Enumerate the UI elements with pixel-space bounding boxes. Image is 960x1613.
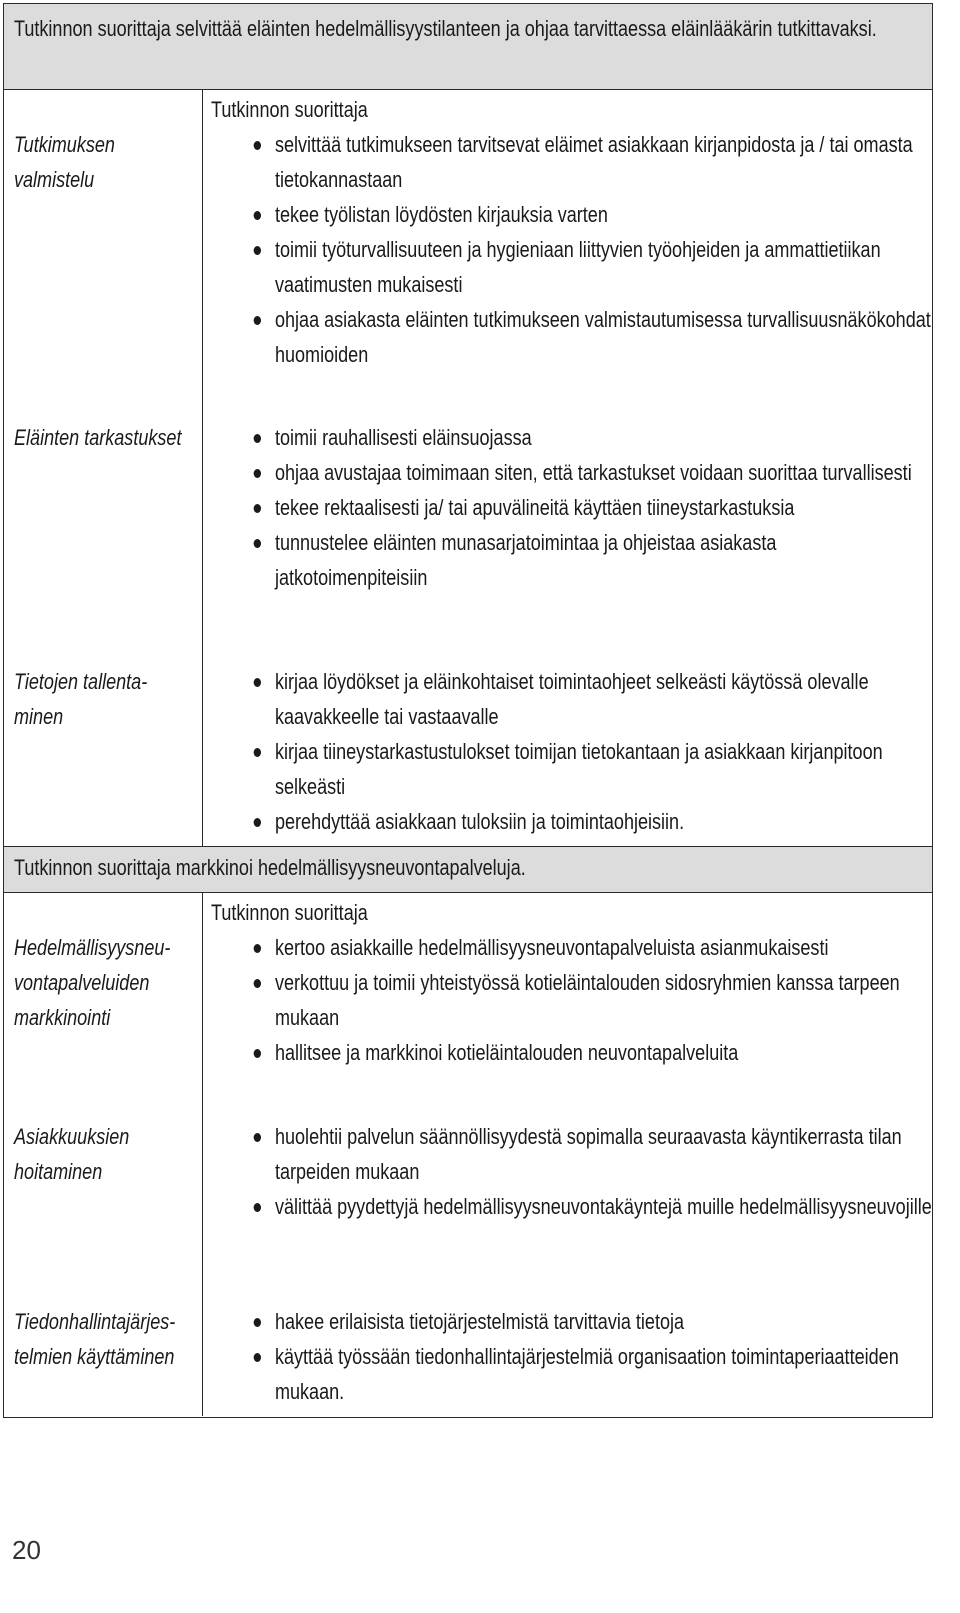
row-label-line: valmistelu bbox=[14, 167, 95, 192]
section-header-text: Tutkinnon suorittaja markkinoi hedelmällisyysneuvontapalveluja. bbox=[14, 855, 526, 880]
row-label-line: Asiakkuuksien bbox=[14, 1124, 130, 1149]
row-label bbox=[4, 652, 203, 846]
row-body bbox=[203, 652, 932, 846]
row-label-line: telmien käyttäminen bbox=[14, 1344, 175, 1369]
list-item: huolehtii palvelun säännöllisyydestä sopimalla seuraavasta käyntikerrasta tilan tarpeiden mukaan bbox=[211, 1119, 932, 1189]
bullet-list bbox=[211, 1119, 932, 1224]
row-label-line: Tiedonhallintajärjes- bbox=[14, 1309, 176, 1334]
row-label-line: markkinointi bbox=[14, 1005, 111, 1030]
list-item: käyttää työssään tiedonhallintajärjestelmiä organisaation toimintaperiaatteiden mukaan. bbox=[211, 1339, 932, 1409]
list-item: hallitsee ja markkinoi kotieläintalouden neuvontapalveluita bbox=[211, 1035, 932, 1070]
bullet-list bbox=[211, 420, 932, 595]
list-item: ohjaa avustajaa toimimaan siten, että tarkastukset voidaan suorittaa turvallisesti bbox=[211, 455, 932, 490]
row-label-line: minen bbox=[14, 704, 64, 729]
row-body bbox=[203, 893, 932, 1107]
list-item: selvittää tutkimukseen tarvitsevat eläimet asiakkaan kirjanpidosta ja / tai omasta tietokannastaan bbox=[211, 127, 932, 197]
table-row bbox=[4, 1292, 932, 1416]
row-label bbox=[4, 1292, 203, 1416]
row-lead-text: Tutkinnon suorittaja bbox=[211, 97, 368, 122]
row-body bbox=[203, 1107, 932, 1292]
table-row bbox=[4, 412, 932, 652]
list-item: hakee erilaisista tietojärjestelmistä tarvittavia tietoja bbox=[211, 1304, 932, 1339]
row-label-line: Tutkimuksen bbox=[14, 132, 115, 157]
list-item: tunnustelee eläinten munasarjatoimintaa ja ohjeistaa asiakasta jatkotoimenpiteisiin bbox=[211, 525, 932, 595]
table-row bbox=[4, 90, 932, 412]
page-number: 20 bbox=[12, 1535, 41, 1565]
table-row bbox=[4, 652, 932, 846]
row-body bbox=[203, 90, 932, 412]
list-item: kirjaa löydökset ja eläinkohtaiset toimintaohjeet selkeästi käytössä olevalle kaavakkeelle tai vastaavalle bbox=[211, 664, 932, 734]
list-item: ohjaa asiakasta eläinten tutkimukseen valmistautumisessa turvallisuusnäkökohdat huomioiden bbox=[211, 302, 932, 372]
table-row bbox=[4, 1107, 932, 1292]
row-body bbox=[203, 412, 932, 652]
list-item: välittää pyydettyjä hedelmällisyysneuvontakäyntejä muille hedelmällisyysneuvojille bbox=[211, 1189, 932, 1224]
list-item: toimii työturvallisuuteen ja hygieniaan liittyvien työohjeiden ja ammattietiikan vaatimusten mukaisesti bbox=[211, 232, 932, 302]
row-label-line: hoitaminen bbox=[14, 1159, 103, 1184]
list-item: kertoo asiakkaille hedelmällisyysneuvontapalveluista asianmukaisesti bbox=[211, 930, 932, 965]
bullet-list bbox=[211, 1304, 932, 1409]
table-row bbox=[4, 893, 932, 1107]
row-label-line: Tietojen tallenta- bbox=[14, 669, 148, 694]
list-item: kirjaa tiineystarkastustulokset toimijan tietokantaan ja asiakkaan kirjanpitoon selkeästi bbox=[211, 734, 932, 804]
row-label bbox=[4, 1107, 203, 1292]
list-item: perehdyttää asiakkaan tuloksiin ja toimintaohjeisiin. bbox=[211, 804, 932, 839]
list-item: tekee rektaalisesti ja/ tai apuvälineitä käyttäen tiineystarkastuksia bbox=[211, 490, 932, 525]
bullet-list bbox=[211, 127, 932, 372]
row-label bbox=[4, 90, 203, 412]
row-label-line: vontapalveluiden bbox=[14, 970, 150, 995]
bullet-list bbox=[211, 664, 932, 839]
competence-table-1 bbox=[3, 3, 933, 848]
row-lead-text: Tutkinnon suorittaja bbox=[211, 900, 368, 925]
section-header bbox=[4, 847, 932, 893]
section-header-text: Tutkinnon suorittaja selvittää eläinten hedelmällisyystilanteen ja ohjaa tarvittaessa eläinlääkärin tutkittavaksi. bbox=[14, 16, 877, 41]
list-item: tekee työlistan löydösten kirjauksia varten bbox=[211, 197, 932, 232]
bullet-list bbox=[211, 930, 932, 1070]
competence-table-2 bbox=[3, 846, 933, 1418]
row-label-line: Hedelmällisyysneu- bbox=[14, 935, 171, 960]
section-header bbox=[4, 4, 932, 90]
row-body bbox=[203, 1292, 932, 1416]
list-item: verkottuu ja toimii yhteistyössä kotieläintalouden sidosryhmien kanssa tarpeen mukaan bbox=[211, 965, 932, 1035]
list-item: toimii rauhallisesti eläinsuojassa bbox=[211, 420, 932, 455]
row-label bbox=[4, 412, 203, 652]
row-label-line: Eläinten tarkastukset bbox=[14, 425, 182, 450]
row-label bbox=[4, 893, 203, 1107]
